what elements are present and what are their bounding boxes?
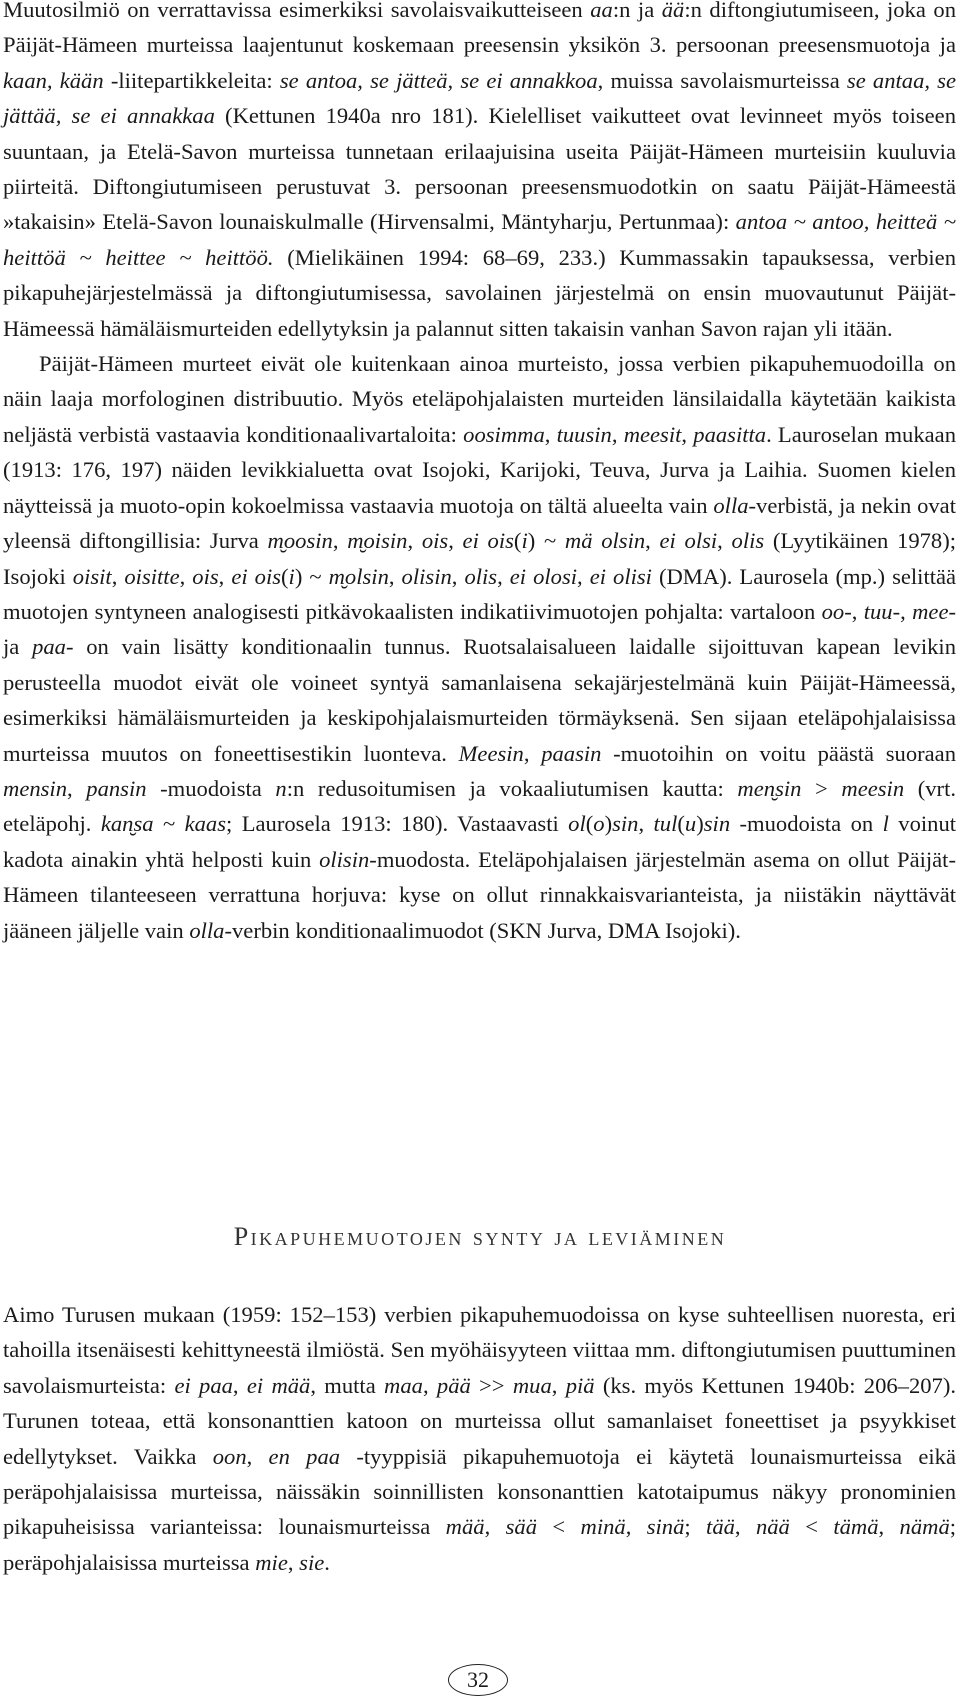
italic-term: ei olosi (509, 563, 578, 589)
italic-term: aa (590, 0, 613, 22)
italic-term: ei paa (174, 1372, 233, 1398)
italic-term: mua (512, 1372, 552, 1398)
italic-term: pansin (86, 775, 147, 801)
italic-term: meesin (841, 775, 905, 801)
italic-term: Meesin (458, 740, 524, 766)
italic-term: ei olisi (589, 563, 652, 589)
italic-term: mensin (3, 775, 68, 801)
body-text-section-2 (3, 1297, 956, 1580)
italic-term: tuu- (863, 598, 901, 624)
italic-term: sää (505, 1514, 538, 1540)
italic-term: mee- (912, 598, 957, 624)
italic-term: o (593, 811, 605, 837)
italic-term: en paa (268, 1443, 341, 1469)
italic-term: mie (255, 1549, 288, 1575)
italic-term: paa- (32, 634, 74, 660)
italic-term: kaas (184, 811, 227, 837)
italic-term: ois (192, 563, 219, 589)
italic-term: ois (421, 528, 449, 554)
italic-term: olis (464, 563, 498, 589)
italic-term: m̮oosin (267, 528, 333, 554)
italic-term: nää (755, 1514, 790, 1540)
italic-term: i (521, 528, 528, 554)
italic-term: kan̮sa (100, 811, 154, 837)
italic-term: oosimma (463, 421, 545, 447)
italic-term: n (275, 775, 287, 801)
italic-term: maa (384, 1372, 423, 1398)
italic-term: tämä (833, 1514, 879, 1540)
italic-term: nämä (899, 1514, 950, 1540)
paragraph: Muutosilmiö on verrattavissa esimerkiksi savolaisvaikutteiseen aa:n ja ää:n diftongiutumiseen, joka on Päijät-Hämeen murteissa laajentunut koskemaan preesensin yksikön 3. persoonan preesensmuotoja ja kaan, kään -liitepartikkeleita: se antoa, se jätteä, se ei annakkoa, muissa savolaismurteissa se antaa, se jättää, se ei annakkaa (Kettunen 1940a nro 181). Kielelliset vaikutteet ovat levinneet myös toiseen suuntaan, ja Etelä-Savon murteissa tunnetaan erilaajuisina useita Päijät-Hämeen murteisiin kuuluvia piirteitä. Diftongiutumiseen perustuvat 3. persoonan preesensmuodotkin on saatu Päijät-Hämeestä »takaisin» Etelä-Savon lounaiskulmalle (Hirvensalmi, Mäntyharju, Pertunmaa): antoa ~ antoo, heitteä ~ heittöä ~ heittee ~ heittöö. (Mielikäinen 1994: 68–69, 233.) Kummassakin tapauksessa, verbien pikapuhejärjestelmässä ja diftongiutumisessa, savolainen järjestelmä on ensin muovautunut Päijät-Hämeessä hämäläismurteiden edellytyksin ja palannut sitten takaisin vanhan Savon rajan yli itään. (3, 0, 956, 346)
italic-term: ei ois (462, 528, 514, 554)
italic-term: olisin (401, 563, 452, 589)
italic-term: olisin (319, 846, 370, 872)
italic-term: ol (568, 811, 586, 837)
italic-term: ei ois (231, 563, 282, 589)
italic-term: mä olsin (564, 528, 646, 554)
italic-term: antoa ~ antoo, heitteä ~ heittöä ~ heittee ~ heittöö. (3, 209, 956, 270)
paragraph: Aimo Turusen mukaan (1959: 152–153) verbien pikapuhemuodoissa on kyse suhteellisen nuoresta, eri tahoilla itsenäisesti kehittyneestä ilmiöstä. Sen myöhäisyyteen viittaa mm. diftongiutumisen puuttuminen savolaismurteista: ei paa, ei mää, mutta maa, pää >> mua, piä (ks. myös Kettunen 1940b: 206–207). Turunen toteaa, että konsonanttien katoon on murteissa ollut samanlaiset foneettiset ja psyykkiset edellytykset. Vaikka oon, en paa -tyyppisiä pikapuhemuotoja ei käytetä lounaismurteissa eikä peräpohjalaisissa murteissa, näissäkin soinnillisten konsonanttien katotaipumus näkyy pronominien pikapuheisissa varianteissa: lounaismurteissa mää, sää < minä, sinä; tää, nää < tämä, nämä; peräpohjalaisissa murteissa mie, sie. (3, 1302, 957, 1575)
italic-term: sie (299, 1549, 325, 1575)
italic-term: men̮sin (737, 775, 802, 801)
italic-term: piä (565, 1372, 595, 1398)
italic-term: sin (703, 811, 731, 837)
italic-term: minä (580, 1514, 626, 1540)
italic-term: u (684, 811, 697, 837)
italic-term: tuusin (556, 421, 612, 447)
italic-term: olis (731, 528, 765, 554)
italic-term: ei olsi (659, 528, 718, 554)
italic-term: tul (653, 811, 678, 837)
italic-term: mää (445, 1514, 485, 1540)
italic-term: kaan, kään (3, 67, 104, 93)
paragraph: Päijät-Hämeen murteet eivät ole kuitenkaan ainoa murteisto, jossa verbien pikapuhemuodoilla on näin laaja morfologinen distribuutio. Myös eteläpohjalaisten murteiden länsilaidalla käytetään kaikista neljästä verbistä vastaavia konditionaalivartaloita: oosimma, tuusin, meesit, paasitta. Lauroselan mukaan (1913: 176, 197) näiden levikkialuetta ovat Isojoki, Karijoki, Teuva, Jurva ja Laihia. Suomen kielen näytteissä ja muoto-opin kokoelmissa vastaavia muotoja on tältä alueelta vain olla-verbistä, ja nekin ovat yleensä diftongillisia: Jurva m̮oosin, m̮oisin, ois, ei ois(i) ~ mä olsin, ei olsi, olis (Lyytikäinen 1978); Isojoki oisit, oisitte, ois, ei ois(i) ~ m̮olsin, olisin, olis, ei olosi, ei olisi (DMA). Laurosela (mp.) selittää muotojen syntyneen analogisesti pitkävokaalisten indikatiivimuotojen pohjalta: vartaloon oo-, tuu-, mee- ja paa- on vain lisätty konditionaalin tunnus. Ruotsalaisalueen laidalle sijoittuvan kapean levikin perusteella muodot eivät ole voineet syntyä samanlaisena sekajärjestelmänä kuin Päijät-Hämeessä, esimerkiksi hämäläismurteiden ja keskipohjalaismurteiden törmäyksenä. Sen sijaan eteläpohjalaisissa murteissa muutos on foneettisestikin luonteva. Meesin, paasin -muotoihin on voitu päästä suoraan mensin, pansin -muodoista n:n redusoitumisen ja vokaaliutumisen kautta: men̮sin > meesin (vrt. eteläpohj. kan̮sa ~ kaas; Laurosela 1913: 180). Vastaavasti ol(o)sin, tul(u)sin -muodoista on l voinut kadota ainakin yhtä helposti kuin olisin-muodosta. Eteläpohjalaisen järjestelmän asema on ollut Päijät-Hämeen tilanteeseen verrattuna horjuva: kyse on ollut rinnakkaisvarianteista, ja niistäkin näyttävät jääneen jäljelle vain olla-verbin konditionaalimuodot (SKN Jurva, DMA Isojoki). (3, 351, 957, 943)
italic-term: paasitta (693, 421, 767, 447)
italic-term: olla (189, 917, 225, 943)
italic-term: oon (212, 1443, 247, 1469)
section-heading: Pikapuhemuotojen synty ja leviäminen (233, 1222, 727, 1251)
italic-term: pää (436, 1372, 471, 1398)
italic-term: meesit (623, 421, 682, 447)
italic-term: olla (713, 492, 749, 518)
italic-term: sin (612, 811, 639, 837)
italic-term: l (882, 811, 889, 837)
italic-term: m̮oisin (347, 528, 408, 554)
italic-term: se antaa, se jättää, se ei annakkaa (3, 67, 956, 129)
italic-term: ei mää (246, 1372, 311, 1398)
italic-term: tää (706, 1514, 735, 1540)
italic-term: oisit (72, 563, 112, 589)
italic-term: oo- (821, 598, 852, 624)
italic-term: oisitte (124, 563, 180, 589)
italic-term: paasin (541, 740, 602, 766)
body-text-section-1 (3, 0, 956, 948)
italic-term: se antoa, se jätteä, se ei annakkoa (279, 67, 598, 93)
italic-term: ää (661, 0, 685, 22)
italic-term: m̮olsin (328, 563, 389, 589)
italic-term: i (288, 563, 295, 589)
page-number: 32 (448, 1664, 508, 1696)
italic-term: sinä (646, 1514, 685, 1540)
